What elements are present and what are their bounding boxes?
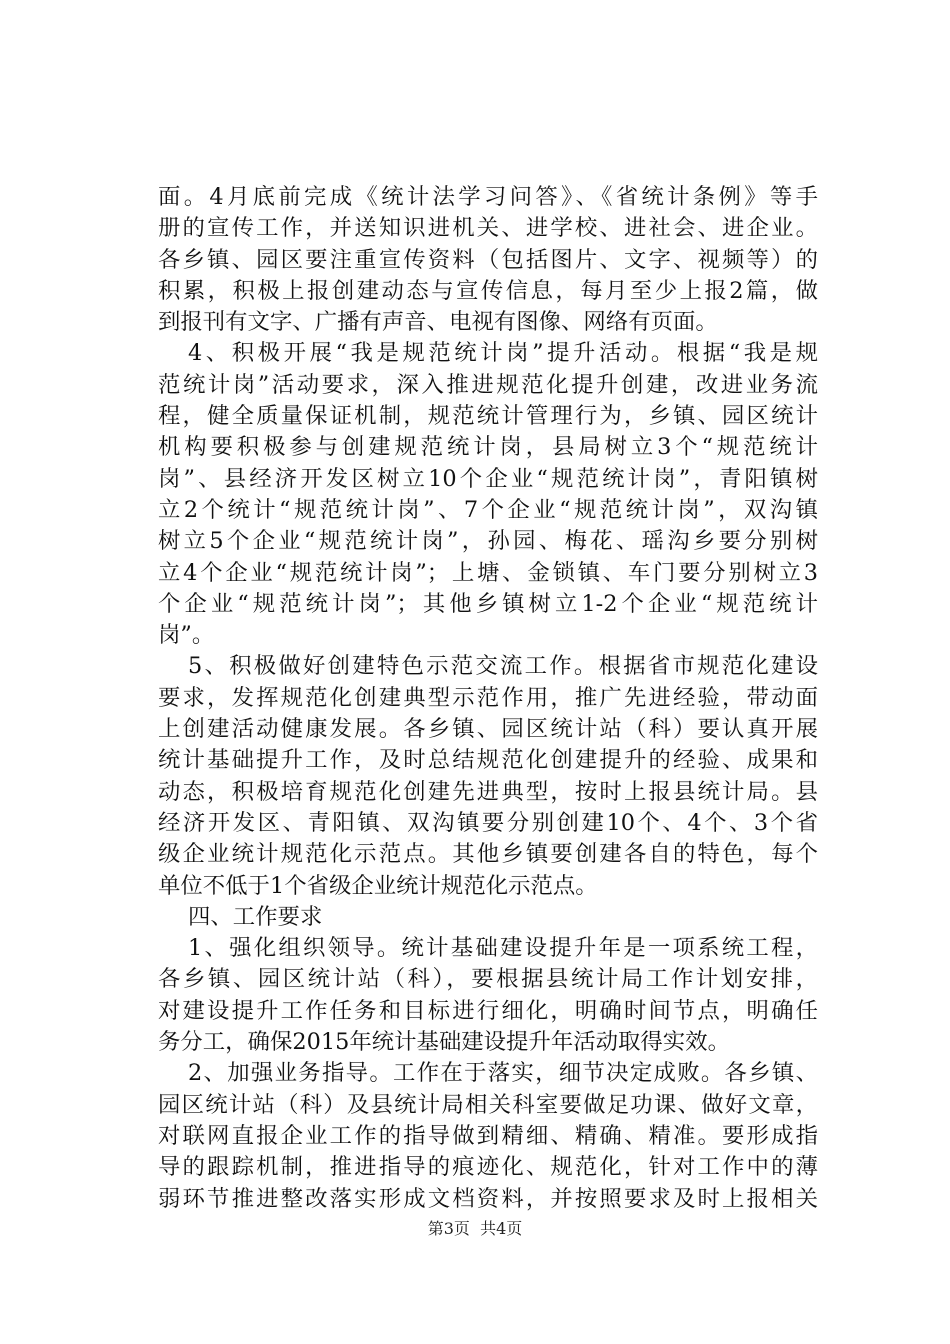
text-line: 到报刊有文字、广播有声音、电视有图像、网络有页面。 — [158, 309, 718, 336]
text-line: 要求，发挥规范化创建典型示范作用，推广先进经验，带动面 — [158, 684, 818, 711]
text-line: 范统计岗”活动要求，深入推进规范化提升创建，改进业务流 — [158, 371, 818, 398]
text-line: 册的宣传工作，并送知识进机关、进学校、进社会、进企业。 — [158, 215, 818, 242]
document-body — [158, 182, 818, 1215]
text-line: 立2个统计“规范统计岗”、7个企业“规范统计岗”，双沟镇 — [158, 496, 818, 523]
text-line: 个企业“规范统计岗”；其他乡镇树立1-2个企业“规范统计 — [158, 590, 818, 617]
text-line: 立4个企业“规范统计岗”；上塘、金锁镇、车门要分别树立3 — [158, 559, 818, 586]
text-line: 单位不低于1个省级企业统计规范化示范点。 — [158, 872, 598, 899]
text-line: 统计基础提升工作，及时总结规范化创建提升的经验、成果和 — [158, 747, 818, 774]
text-line: 弱环节推进整改落实形成文档资料，并按照要求及时上报相关 — [158, 1185, 818, 1212]
text-line: 岗”。 — [158, 622, 215, 649]
text-line: 岗”、县经济开发区树立10个企业“规范统计岗”，青阳镇树 — [158, 465, 818, 492]
text-line: 树立5个企业“规范统计岗”，孙园、梅花、瑶沟乡要分别树 — [158, 528, 818, 555]
paragraph-start-line: 1、强化组织领导。统计基础建设提升年是一项系统工程， — [188, 935, 818, 962]
text-line: 机构要积极参与创建规范统计岗，县局树立3个“规范统计 — [158, 434, 818, 461]
page-number-footer: 第3页 共4页 — [427, 1219, 523, 1238]
text-line: 面。4月底前完成《统计法学习问答》、《省统计条例》等手 — [158, 184, 818, 210]
text-line: 各乡镇、园区统计站（科），要根据县统计局工作计划安排， — [158, 966, 818, 993]
text-line: 级企业统计规范化示范点。其他乡镇要创建各自的特色，每个 — [158, 841, 818, 868]
text-line: 程，健全质量保证机制，规范统计管理行为，乡镇、园区统计 — [158, 403, 818, 430]
text-line: 各乡镇、园区要注重宣传资料（包括图片、文字、视频等）的 — [158, 246, 818, 273]
text-line: 动态，积极培育规范化创建先进典型，按时上报县统计局。县 — [158, 778, 818, 805]
paragraph-start-line: 5、积极做好创建特色示范交流工作。根据省市规范化建设 — [188, 653, 818, 680]
paragraph-start-line: 2、加强业务指导。工作在于落实，细节决定成败。各乡镇、 — [188, 1060, 818, 1087]
text-line: 对联网直报企业工作的指导做到精细、精确、精准。要形成指 — [158, 1122, 818, 1149]
text-line: 积累，积极上报创建动态与宣传信息，每月至少上报2篇，做 — [158, 277, 818, 304]
paragraph-start-line: 4、积极开展“我是规范统计岗”提升活动。根据“我是规 — [188, 340, 818, 367]
text-line: 导的跟踪机制，推进指导的痕迹化、规范化，针对工作中的薄 — [158, 1154, 818, 1181]
text-line: 对建设提升工作任务和目标进行细化，明确时间节点，明确任 — [158, 997, 818, 1024]
text-line: 务分工，确保2015年统计基础建设提升年活动取得实效。 — [158, 1029, 730, 1056]
text-line: 经济开发区、青阳镇、双沟镇要分别创建10个、4个、3个省 — [158, 809, 818, 836]
text-line: 园区统计站（科）及县统计局相关科室要做足功课、做好文章， — [158, 1091, 818, 1118]
text-line: 上创建活动健康发展。各乡镇、园区统计站（科）要认真开展 — [158, 716, 818, 743]
section-heading: 四、工作要求 — [188, 903, 323, 930]
